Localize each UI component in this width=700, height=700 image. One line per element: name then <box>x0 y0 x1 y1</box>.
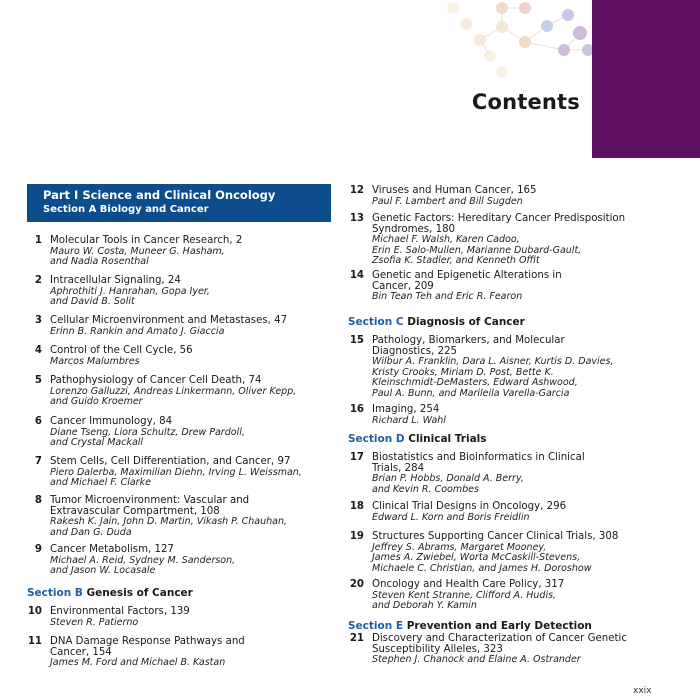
chapter-authors: Aphrothiti J. Hanrahan, Gopa Iyer, <box>50 285 210 297</box>
page-number: xxix <box>633 686 652 696</box>
chapter-title: Cancer Immunology, 84 <box>50 416 173 427</box>
chapter-authors: Marcos Malumbres <box>50 355 140 367</box>
chapter-authors: Erinn B. Rankin and Amato J. Giaccia <box>50 325 225 337</box>
chapter-title: Cancer Metabolism, 127 <box>50 544 174 555</box>
section-heading-d <box>348 433 487 445</box>
decorative-purple-block <box>592 0 700 158</box>
chapter-authors: Stephen J. Chanock and Elaine A. Ostrander <box>372 654 581 665</box>
chapter-number: 5 <box>34 375 42 386</box>
chapter-title: Structures Supporting Cancer Clinical Trials, 308 <box>372 531 619 542</box>
chapter-authors: Steven Kent Stranne, Clifford A. Hudis, <box>372 589 557 601</box>
chapter-title: Stem Cells, Cell Differentiation, and Cancer, 97 <box>50 456 291 467</box>
chapter-authors: Paul F. Lambert and Bill Sugden <box>372 195 523 207</box>
section-title: Prevention and Early Detection <box>403 620 592 632</box>
chapter-title: Imaging, 254 <box>372 404 440 415</box>
chapter-authors: Piero Dalerba, Maximilian Diehn, Irving L. Weissman, <box>50 466 302 478</box>
chapter-title: Genetic Factors: Hereditary Cancer Predisposition <box>372 213 626 224</box>
chapter-number: 1 <box>34 235 42 246</box>
chapter-number: 4 <box>34 345 42 356</box>
chapter-title: Intracellular Signaling, 24 <box>50 275 181 286</box>
chapter-number: 18 <box>349 501 364 512</box>
chapter-authors: Richard L. Wahl <box>372 414 446 426</box>
chapter-authors: Wilbur A. Franklin, Dara L. Aisner, Kurtis D. Davies, <box>372 356 614 367</box>
chapter-title: Clinical Trial Designs in Oncology, 296 <box>372 501 567 512</box>
chapter-number: 2 <box>34 275 42 286</box>
chapter-authors: Erin E. Salo-Mullen, Marianne Dubard-Gault, <box>372 244 582 256</box>
chapter-authors: and Crystal Mackall <box>50 437 144 448</box>
chapter-title: Genetic and Epigenetic Alterations in <box>372 270 562 281</box>
chapter-authors: Kleinschmidt-DeMasters, Edward Ashwood, <box>372 377 578 388</box>
chapter-title: Discovery and Characterization of Cancer Genetic <box>372 633 627 644</box>
chapter-title: Trials, 284 <box>372 462 425 474</box>
chapter-authors: Brian P. Hobbs, Donald A. Berry, <box>372 473 524 484</box>
chapter-title: Molecular Tools in Cancer Research, 2 <box>50 235 243 246</box>
chapter-number: 13 <box>349 213 364 224</box>
chapter-title: Cellular Microenvironment and Metastases, 47 <box>50 315 288 326</box>
section-label: Section B <box>27 587 83 599</box>
chapter-authors: Kristy Crooks, Miriam D. Post, Bette K. <box>372 366 554 378</box>
section-title: Genesis of Cancer <box>82 587 193 599</box>
chapter-title: Susceptibility Alleles, 323 <box>372 643 503 655</box>
chapter-number: 6 <box>34 416 42 427</box>
section-label: Section E <box>348 620 404 632</box>
chapter-number: 11 <box>27 636 42 647</box>
chapter-authors: Diane Tseng, Liora Schultz, Drew Pardoll, <box>50 426 245 438</box>
chapter-number: 17 <box>349 452 364 463</box>
chapter-authors: Paul A. Bunn, and Marileila Varella-Garcia <box>372 387 570 399</box>
page-title: Contents <box>471 90 580 114</box>
molecule-decoration-icon <box>440 0 592 85</box>
chapter-authors: and Guido Kroemer <box>50 396 143 407</box>
chapter-title: Pathology, Biomarkers, and Molecular <box>372 335 565 346</box>
section-heading-e <box>348 620 592 632</box>
chapter-authors: Michaele C. Christian, and James H. Doroshow <box>372 562 592 574</box>
chapter-title: Diagnostics, 225 <box>372 345 458 357</box>
chapter-number: 21 <box>349 633 364 644</box>
chapter-title: Cancer, 154 <box>50 646 112 658</box>
chapter-authors: Mauro W. Costa, Muneer G. Hasham, <box>50 245 225 257</box>
section-label: Section D <box>348 433 405 445</box>
chapter-authors: Michael F. Walsh, Karen Cadoo, <box>372 234 520 245</box>
chapter-authors: and Deborah Y. Kamin <box>372 600 477 611</box>
chapter-number: 8 <box>34 495 42 506</box>
chapter-number: 10 <box>27 606 42 617</box>
chapter-authors: Bin Tean Teh and Eric R. Fearon <box>372 291 523 302</box>
chapter-number: 19 <box>349 531 364 542</box>
section-title: Diagnosis of Cancer <box>403 316 525 328</box>
chapter-authors: Lorenzo Galluzzi, Andreas Linkermann, Oliver Kepp, <box>50 385 297 397</box>
section-label: Section C <box>348 316 404 328</box>
chapter-title: Biostatistics and Bioinformatics in Clinical <box>372 452 585 463</box>
chapter-authors: and Dan G. Duda <box>50 526 132 538</box>
chapter-title: Oncology and Health Care Policy, 317 <box>372 579 565 590</box>
chapter-authors: James A. Zwiebel, Worta McCaskill-Stevens, <box>372 552 581 563</box>
chapter-title: Control of the Cell Cycle, 56 <box>50 345 193 356</box>
chapter-authors: and Kevin R. Coombes <box>372 483 479 495</box>
chapter-number: 7 <box>34 456 42 467</box>
chapter-number: 12 <box>349 185 364 196</box>
chapter-number: 9 <box>34 544 42 555</box>
chapter-title: Pathophysiology of Cancer Cell Death, 74 <box>50 375 262 386</box>
section-title: Clinical Trials <box>404 433 487 445</box>
chapter-number: 15 <box>349 335 364 346</box>
chapter-title: Tumor Microenvironment: Vascular and <box>50 495 250 506</box>
chapter-authors: Steven R. Patierno <box>50 616 139 628</box>
chapter-authors: and Jason W. Locasale <box>50 565 156 576</box>
chapter-authors: and Michael F. Clarke <box>50 477 151 488</box>
chapter-title: DNA Damage Response Pathways and <box>50 636 245 647</box>
chapter-authors: Rakesh K. Jain, John D. Martin, Vikash P. Chauhan, <box>50 516 288 527</box>
chapter-number: 3 <box>34 315 42 326</box>
part-header <box>27 184 331 222</box>
chapter-number: 16 <box>349 404 364 415</box>
chapter-title: Viruses and Human Cancer, 165 <box>372 185 537 196</box>
part-title: Part I Science and Clinical Oncology <box>43 188 276 202</box>
chapter-authors: Jeffrey S. Abrams, Margaret Mooney, <box>372 541 547 553</box>
chapter-title: Extravascular Compartment, 108 <box>50 505 220 517</box>
chapter-authors: and Nadia Rosenthal <box>50 256 149 267</box>
chapter-title: Environmental Factors, 139 <box>50 606 190 617</box>
chapter-number: 14 <box>349 270 364 281</box>
chapter-number: 20 <box>349 579 364 590</box>
chapter-authors: Edward L. Korn and Boris Freidlin <box>372 511 530 523</box>
chapter-authors: Zsofia K. Stadler, and Kenneth Offit <box>372 255 540 266</box>
chapter-title: Cancer, 209 <box>372 280 434 292</box>
section-heading-c <box>348 316 525 328</box>
chapter-title: Syndromes, 180 <box>372 223 456 235</box>
chapter-authors: Michael A. Reid, Sydney M. Sanderson, <box>50 554 236 566</box>
section-a-title: Section A Biology and Cancer <box>43 204 209 215</box>
chapter-authors: James M. Ford and Michael B. Kastan <box>50 657 226 668</box>
section-heading-b <box>27 587 193 599</box>
chapter-authors: and David B. Solit <box>50 296 135 307</box>
